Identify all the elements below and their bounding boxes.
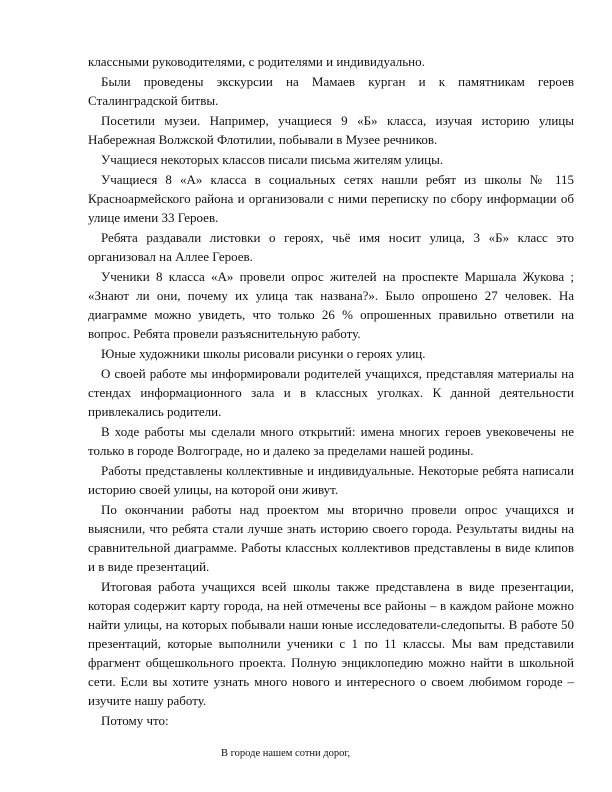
paragraph: В ходе работы мы сделали много открытий: имена многих героев увековечены не только в городе Волгограде, но и далеко за пределами нашей родины. (88, 424, 574, 458)
paragraph: Итоговая работа учащихся всей школы также представлена в виде презентации, которая содержит карту города, на ней отмечены все районы – в каждом районе можно найти улицы, на которых побывали наши юные исследователи-следопыты. В работе 50 презентаций, которые выполнили ученики с 1 по 11 классы. Мы вам представили фрагмент общешкольного проекта. Полную энциклопедию можно найти в школьной сети. Если вы хотите узнать много нового и интересного о своем любимом городе – изучите нашу работу. (88, 579, 574, 708)
poem-line: В городе нашем сотни дорог, (221, 748, 351, 759)
paragraph: Учащиеся некоторых классов писали письма жителям улицы. (101, 152, 444, 167)
paragraph: Юные художники школы рисовали рисунки о героях улиц. (101, 346, 426, 361)
paragraph: классными руководителями, с родителями и индивидуально. (88, 54, 425, 69)
paragraph: Учащиеся 8 «А» класса в социальных сетях нашли ребят из школы № 115 Красноармейского района и организовали с ними переписку по сбору информации об улице имени 33 Героев. (88, 172, 574, 225)
paragraph: Посетили музеи. Например, учащиеся 9 «Б» класса, изучая историю улицы Набережная Волжской Флотилии, побывали в Музее речников. (88, 113, 574, 147)
paragraph: Ученики 8 класса «А» провели опрос жителей на проспекте Маршала Жукова ; «Знают ли они, почему их улица так названа?». Было опрошено 27 человек. На диаграмме можно увидеть, что только 26 % опрошенных правильно ответили на вопрос. Ребята провели разъяснительную работу. (88, 269, 574, 341)
paragraph: Работы представлены коллективные и индивидуальные. Некоторые ребята написали историю своей улицы, на которой они живут. (88, 463, 574, 497)
paragraph: Ребята раздавали листовки о героях, чьё имя носит улица, 3 «Б» класс это организовал на Аллее Героев. (88, 230, 574, 264)
paragraph: По окончании работы над проектом мы вторично провели опрос учащихся и выяснили, что ребята стали лучше знать историю своего города. Результаты видны на сравнительной диаграмме. Работы классных коллективов представлены в виде клипов и в виде презентаций. (88, 502, 574, 574)
paragraph: О своей работе мы информировали родителей учащихся, представляя материалы на стендах информационного зала и в классных уголках. К данной деятельности привлекались родители. (88, 366, 574, 419)
document-page (88, 52, 574, 761)
paragraph: Были проведены экскурсии на Мамаев курган и к памятникам героев Сталинградской битвы. (88, 74, 574, 108)
paragraph: Потому что: (101, 713, 169, 728)
